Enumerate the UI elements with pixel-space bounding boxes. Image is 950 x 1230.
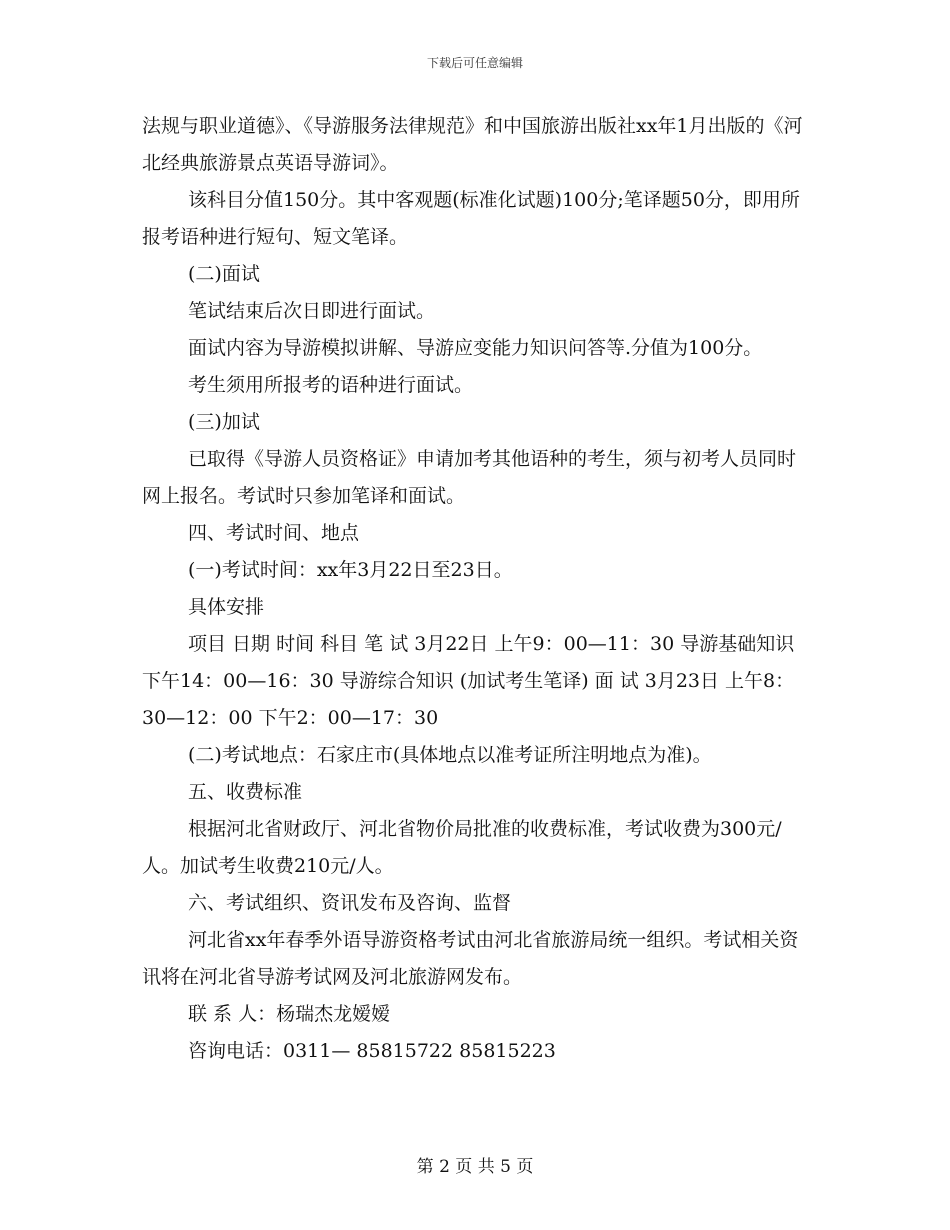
contact-person: 联 系 人：杨瑞杰龙嫒嫒 (188, 1003, 391, 1025)
paragraph: 面试内容为导游模拟讲解、导游应变能力知识问答等.分值为100分。 (188, 337, 763, 359)
paragraph: 笔试结束后次日即进行面试。 (188, 300, 436, 322)
paragraph: 法规与职业道德》、《导游服务法律规范》和中国旅游出版社xx年1月出版的《河北经典旅游景点英语导游词》。 (142, 115, 803, 174)
section-heading: (三)加试 (188, 411, 260, 433)
paragraph: 具体安排 (188, 596, 265, 618)
section-heading: 四、考试时间、地点 (188, 522, 360, 544)
paragraph: 已取得《导游人员资格证》申请加考其他语种的考生，须与初考人员同时网上报名。考试时只参加笔译和面试。 (142, 448, 797, 507)
contact-phone: 咨询电话：0311— 85815722 85815223 (188, 1040, 556, 1062)
page-footer: 第 2 页 共 5 页 (416, 1157, 534, 1177)
paragraph: 根据河北省财政厅、河北省物价局批准的收费标准，考试收费为300元/人。加试考生收费210元/人。 (142, 818, 782, 877)
page-header: 下载后可任意编辑 (426, 56, 523, 70)
paragraph: 该科目分值150分。其中客观题(标准化试题)100分;笔译题50分，即用所报考语种进行短句、短文笔译。 (142, 189, 800, 248)
paragraph: 考生须用所报考的语种进行面试。 (188, 374, 474, 396)
paragraph: 河北省xx年春季外语导游资格考试由河北省旅游局统一组织。考试相关资讯将在河北省导游考试网及河北旅游网发布。 (142, 929, 799, 988)
section-heading: 五、收费标准 (188, 781, 303, 803)
paragraph: (一)考试时间：xx年3月22日至23日。 (188, 559, 513, 581)
schedule-paragraph: 项目 日期 时间 科目 笔 试 3月22日 上午9：00—11：30 导游基础知识 下午14：00—16：30 导游综合知识 (加试考生笔译) 面 试 3月23日 上午8：30—12：00 下午2：00—17：30 (142, 633, 801, 729)
paragraph: (二)考试地点：石家庄市(具体地点以准考证所注明地点为准)。 (188, 744, 712, 766)
section-heading: (二)面试 (188, 263, 260, 285)
section-heading: 六、考试组织、资讯发布及咨询、监督 (188, 892, 512, 914)
document-body (142, 108, 812, 1070)
